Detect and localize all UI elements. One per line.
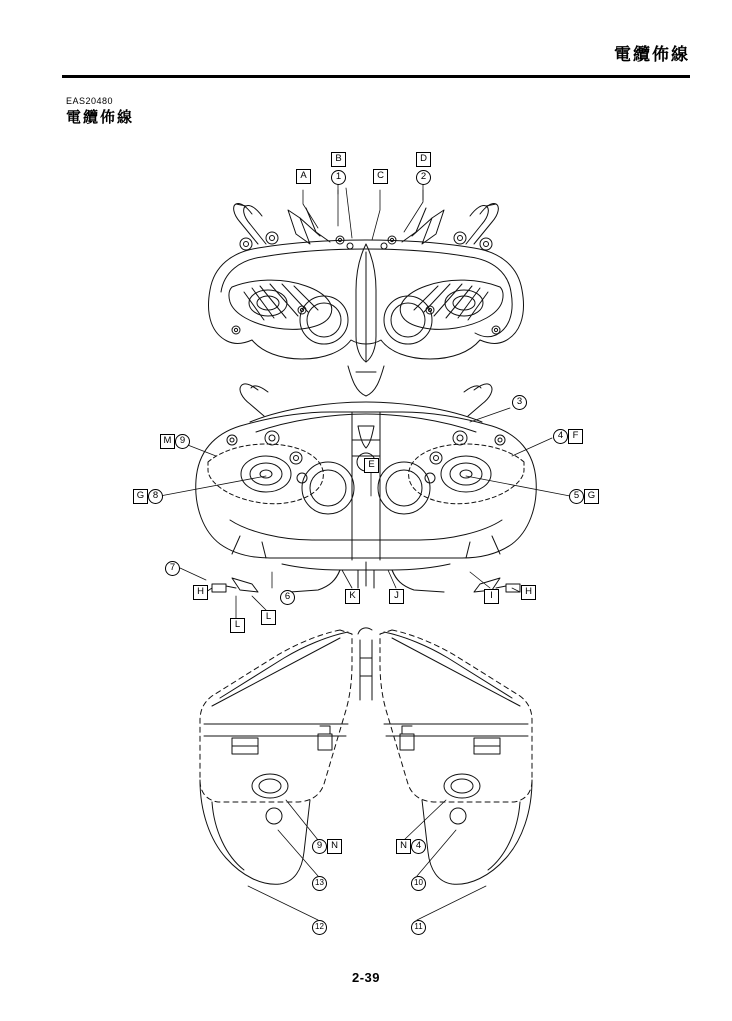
callout-E: E xyxy=(364,458,379,473)
callout-J: J xyxy=(389,589,404,604)
callout-12: 12 xyxy=(312,920,327,935)
callout-K: K xyxy=(345,589,360,604)
callout-I: I xyxy=(484,589,499,604)
callout-9N xyxy=(312,839,342,854)
callout-N-right: N xyxy=(396,839,411,854)
callout-5G xyxy=(569,489,599,504)
callout-C: C xyxy=(373,169,388,184)
callout-1: 1 xyxy=(331,170,346,185)
top-view-cowling xyxy=(209,176,524,396)
callout-11: 11 xyxy=(411,920,426,935)
callout-6: 6 xyxy=(280,590,295,605)
callout-D: D xyxy=(416,152,431,167)
callout-9-middle: 9 xyxy=(175,434,190,449)
cable-routing-illustration xyxy=(0,140,732,960)
section-title: 電纜佈線 xyxy=(66,108,135,126)
callout-4-bottom: 4 xyxy=(411,839,426,854)
callout-M9 xyxy=(160,434,190,449)
callout-B: B xyxy=(331,152,346,167)
page-header-title: 電纜佈線 xyxy=(614,45,690,65)
callout-5: 5 xyxy=(569,489,584,504)
callout-7: 7 xyxy=(165,561,180,576)
callout-4F xyxy=(553,429,583,444)
callout-M: M xyxy=(160,434,175,449)
callout-10: 10 xyxy=(411,876,426,891)
middle-view-cowling-rear xyxy=(160,384,570,618)
callout-8: 8 xyxy=(148,489,163,504)
callout-F: F xyxy=(568,429,583,444)
callout-H-left: H xyxy=(193,585,208,600)
callout-3: 3 xyxy=(512,395,527,410)
callout-L-left: L xyxy=(230,618,245,633)
header-divider xyxy=(62,75,690,78)
bottom-view-side-panels xyxy=(200,628,532,920)
callout-4-middle: 4 xyxy=(553,429,568,444)
callout-A: A xyxy=(296,169,311,184)
callout-L-right: L xyxy=(261,610,276,625)
callout-G-left: G xyxy=(133,489,148,504)
callout-13: 13 xyxy=(312,876,327,891)
callout-2: 2 xyxy=(416,170,431,185)
callout-N4 xyxy=(396,839,426,854)
page-number: 2-39 xyxy=(351,970,381,985)
callout-9-bottom: 9 xyxy=(312,839,327,854)
callout-G-right: G xyxy=(584,489,599,504)
callout-H-right: H xyxy=(521,585,536,600)
callout-G8 xyxy=(133,489,163,504)
section-code: EAS20480 xyxy=(66,96,114,106)
cable-routing-figure xyxy=(0,140,732,960)
callout-N-left: N xyxy=(327,839,342,854)
